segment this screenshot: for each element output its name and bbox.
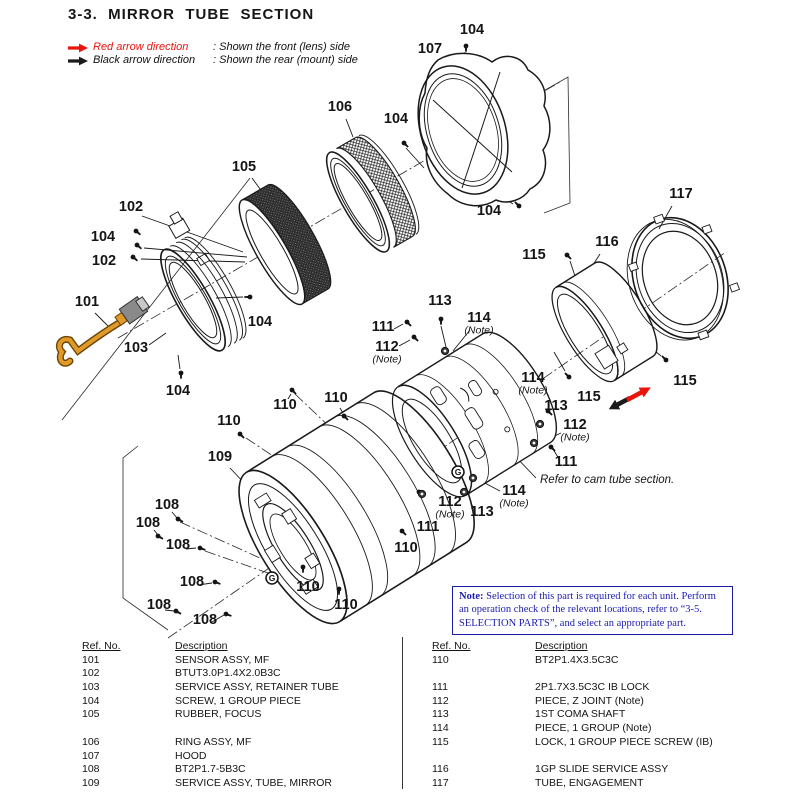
legend-black-desc: : Shown the rear (mount) side: [213, 54, 358, 66]
description-cell: SCREW, 1 GROUP PIECE: [175, 694, 301, 707]
part-label-104: 104: [90, 229, 116, 245]
screw-icon: [173, 608, 183, 616]
part-label-110: 110: [394, 540, 418, 556]
screw-icon: [564, 252, 573, 261]
screw-icon: [212, 579, 221, 586]
leader-line: [554, 352, 565, 371]
part-105-focus-rubber: [229, 178, 341, 312]
description-cell: LOCK, 1 GROUP PIECE SCREW (IB): [535, 735, 713, 748]
nut-icon: [441, 347, 448, 354]
arrow-legend: [68, 41, 358, 67]
ref-no-cell: [68, 722, 175, 736]
description-cell: PIECE, 1 GROUP (Note): [535, 722, 652, 735]
part-label-115: 115: [522, 247, 546, 263]
part-label-103: 103: [123, 340, 149, 356]
table-body-left: [68, 654, 398, 791]
description-cell: BT2P1.7-5B3C: [175, 763, 246, 776]
legend-red-label: Red arrow direction: [93, 41, 189, 53]
table-row: [418, 750, 748, 764]
part-label-note: (Note): [499, 497, 529, 510]
part-label-note: (Note): [560, 431, 590, 444]
screw-icon: [244, 295, 252, 300]
description-header: Description: [535, 640, 588, 652]
ref-no-cell: 102: [82, 667, 100, 680]
ref-no-cell: [418, 667, 535, 681]
ref-no-header: Ref. No.: [432, 640, 471, 652]
ref-no-cell: 106: [82, 735, 100, 748]
part-label-104: 104: [459, 22, 485, 38]
description-cell: SERVICE ASSY, RETAINER TUBE: [175, 681, 339, 694]
ref-no-header: Ref. No.: [82, 640, 121, 652]
description-header: Description: [175, 640, 228, 652]
ref-no-cell: 107: [82, 749, 100, 762]
note-label: Note:: [459, 591, 484, 602]
part-label-110: 110: [273, 397, 297, 413]
part-label-109: 109: [207, 449, 233, 465]
screw-icon: [179, 371, 184, 379]
table-row: [418, 736, 748, 750]
ref-no-cell: 101: [82, 653, 100, 666]
nut-icon: [530, 439, 537, 446]
table-row: [68, 695, 398, 709]
table-row: [418, 722, 748, 736]
table-row: [68, 736, 398, 750]
part-label-110: 110: [296, 579, 320, 595]
part-label-104: 104: [383, 111, 409, 127]
part-label-113: 113: [428, 293, 452, 309]
center-axis-line: [205, 551, 268, 573]
table-body-right: [418, 654, 748, 791]
legend-black-label: Black arrow direction: [93, 54, 196, 66]
part-label-111: 111: [371, 319, 395, 335]
leader-line: [399, 340, 410, 346]
screw-icon: [133, 228, 142, 237]
description-cell: HOOD: [175, 749, 207, 762]
table-header: [418, 640, 748, 654]
red-arrow-icon: [68, 43, 89, 53]
svg-text:G: G: [454, 467, 462, 477]
description-cell: RING ASSY, MF: [175, 735, 252, 748]
part-label-105: 105: [231, 159, 257, 175]
description-cell: [535, 750, 748, 764]
legend-row-red: [68, 41, 358, 54]
page-title: 3-3. MIRROR TUBE SECTION: [68, 6, 315, 23]
g-alignment-mark: [266, 572, 278, 584]
part-label-note: (Note): [435, 508, 465, 521]
screw-icon: [134, 242, 143, 251]
ref-no-cell: 104: [82, 694, 100, 707]
part-label-110: 110: [217, 413, 241, 429]
part-label-104: 104: [165, 383, 191, 399]
nut-icon: [418, 490, 425, 497]
leader-line: [394, 324, 403, 329]
ref-no-cell: 113: [432, 708, 449, 721]
table-row: [418, 777, 748, 791]
leader-line: [441, 326, 446, 347]
part-label-note: (Note): [464, 324, 494, 337]
table-row: [68, 667, 398, 681]
description-cell: 2P1.7X3.5C3C IB LOCK: [535, 681, 650, 694]
part-label-104: 104: [247, 314, 273, 330]
table-row: [68, 763, 398, 777]
part-label-110: 110: [324, 390, 348, 406]
screw-icon: [130, 254, 139, 263]
ref-no-cell: 112: [432, 694, 449, 707]
table-row: [418, 667, 748, 681]
screw-icon: [548, 444, 557, 453]
leader-line: [216, 297, 243, 298]
leader-line: [346, 119, 353, 137]
part-label-108: 108: [192, 612, 218, 628]
table-row: [418, 681, 748, 695]
description-cell: SENSOR ASSY, MF: [175, 653, 270, 666]
part-116-1gp-slide-assy: [541, 253, 669, 390]
nut-icon: [469, 474, 476, 481]
part-label-108: 108: [154, 497, 180, 513]
part-label-108: 108: [179, 574, 205, 590]
part-label-111: 111: [416, 519, 440, 535]
svg-text:G: G: [268, 573, 276, 583]
table-row: [68, 681, 398, 695]
ref-no-cell: 105: [82, 708, 100, 721]
screw-icon: [464, 44, 469, 52]
ref-no-cell: 103: [82, 681, 100, 694]
part-label-112: 112: [438, 494, 462, 510]
screw-icon: [237, 431, 246, 440]
part-label-112: 112: [375, 339, 399, 355]
description-cell: PIECE, Z JOINT (Note): [535, 694, 644, 707]
part-106-mf-ring: [317, 128, 429, 259]
screw-icon: [660, 354, 669, 363]
selection-note-box: [452, 586, 733, 635]
description-cell: [535, 667, 748, 681]
leader-line: [178, 355, 180, 369]
part-label-102: 102: [118, 199, 144, 215]
part-label-113: 113: [544, 398, 568, 414]
part-label-108: 108: [165, 537, 191, 553]
screw-icon: [401, 140, 410, 149]
description-cell: BT2P1.4X3.5C3C: [535, 653, 619, 666]
legend-red-desc: : Shown the front (lens) side: [213, 41, 350, 53]
parts-table-left: [68, 640, 398, 791]
ref-no-cell: 115: [432, 735, 449, 748]
part-label-114: 114: [521, 370, 545, 386]
part-label-106: 106: [327, 99, 353, 115]
screw-icon: [404, 319, 413, 328]
ref-no-cell: [418, 750, 535, 764]
direction-arrow-black: [606, 393, 632, 414]
part-label-note: (Note): [372, 353, 402, 366]
table-header: [68, 640, 398, 654]
part-103-retainer-ring: [137, 207, 256, 358]
refer-cam-tube-note: Refer to cam tube section.: [540, 474, 675, 486]
table-divider: [402, 637, 403, 789]
part-label-note: (Note): [518, 384, 548, 397]
part-107-hood: [403, 53, 550, 205]
table-row: [418, 763, 748, 777]
screw-icon: [223, 611, 232, 618]
description-cell: TUBE, ENGAGEMENT: [535, 776, 644, 789]
black-arrow-icon: [68, 56, 89, 66]
part-label-114: 114: [467, 310, 491, 326]
ref-no-cell: 109: [82, 776, 100, 789]
ref-no-cell: 108: [82, 763, 100, 776]
ref-no-cell: 110: [432, 653, 449, 666]
table-row: [68, 777, 398, 791]
part-label-114: 114: [502, 483, 526, 499]
part-label-101: 101: [74, 294, 100, 310]
table-row: [68, 750, 398, 764]
legend-row-black: [68, 54, 358, 67]
part-label-102: 102: [91, 253, 117, 269]
screw-icon: [197, 545, 206, 552]
direction-arrow-red: [624, 382, 653, 404]
part-label-112: 112: [563, 417, 587, 433]
description-cell: BTUT3.0P1.4X2.0B3C: [175, 667, 281, 680]
part-label-108: 108: [146, 597, 172, 613]
description-cell: SERVICE ASSY, TUBE, MIRROR: [175, 776, 332, 789]
part-label-116: 116: [595, 234, 619, 250]
part-label-110: 110: [334, 597, 358, 613]
table-row: [68, 708, 398, 722]
parts-table-right: [418, 640, 748, 791]
table-row: [68, 722, 398, 736]
screw-icon: [289, 387, 298, 396]
leader-line: [149, 333, 166, 345]
leader-line: [142, 216, 243, 252]
ref-no-cell: 111: [432, 681, 448, 694]
screw-icon: [411, 334, 420, 343]
screw-icon: [439, 317, 444, 325]
ref-no-cell: 116: [432, 763, 449, 776]
screw-icon: [563, 371, 572, 380]
leader-line: [95, 313, 109, 327]
nut-icon: [536, 420, 543, 427]
description-cell: 1ST COMA SHAFT: [535, 708, 626, 721]
part-label-113: 113: [470, 504, 494, 520]
table-row: [418, 654, 748, 668]
table-row: [68, 654, 398, 668]
note-text: Selection of this part is required for each unit. Perform an operation check of the relevant locations, refer to “3-5. SELECTION PARTS”, and select an appropriate part.: [459, 591, 716, 629]
description-cell: RUBBER, FOCUS: [175, 708, 262, 721]
leader-line: [406, 148, 424, 168]
part-label-107: 107: [417, 41, 443, 57]
part-label-115: 115: [577, 389, 601, 405]
screw-icon: [155, 533, 165, 541]
ref-no-cell: 114: [432, 722, 449, 735]
ref-no-cell: 117: [432, 776, 449, 789]
screw-icon: [513, 200, 522, 209]
description-cell: [175, 722, 398, 736]
part-label-111: 111: [554, 454, 578, 470]
part-label-104: 104: [476, 203, 502, 219]
g-alignment-mark: [452, 466, 464, 478]
table-row: [418, 708, 748, 722]
table-row: [418, 695, 748, 709]
part-label-115: 115: [673, 373, 697, 389]
part-label-117: 117: [669, 186, 693, 202]
description-cell: 1GP SLIDE SERVICE ASSY: [535, 763, 669, 776]
part-label-108: 108: [135, 515, 161, 531]
